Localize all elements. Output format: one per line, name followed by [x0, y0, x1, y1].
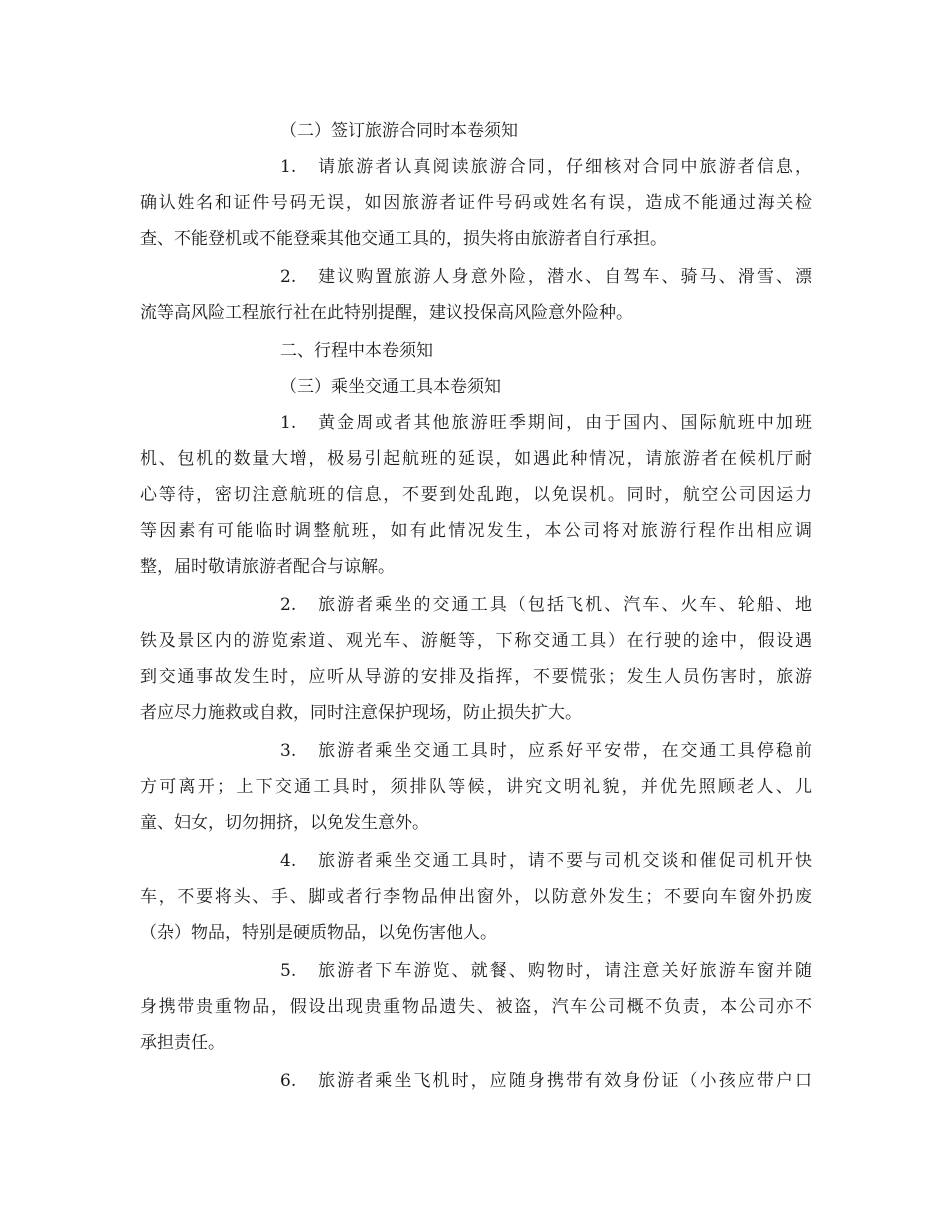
item-number: 5. [280, 961, 297, 981]
paragraph-line: 童、妇女，切勿拥挤，以免发生意外。 [140, 813, 429, 833]
list-item-4-line-1 [280, 850, 812, 872]
paragraph-text: 建议购置旅游人身意外险，潜水、自驾车、骑马、滑雪、漂 [316, 267, 812, 287]
paragraph-line: 等因素有可能临时调整航班，如有此情况发生，本公司将对旅游行程作出相应调 [140, 521, 812, 541]
paragraph-line: 铁及景区内的游览索道、观光车、游艇等，下称交通工具）在行驶的途中，假设遇 [140, 631, 812, 651]
paragraph-line: 流等高风险工程旅行社在此特别提醒，建议投保高风险意外险种。 [140, 303, 633, 323]
paragraph-text: 旅游者乘坐飞机时，应随身携带有效身份证（小孩应带户口 [316, 1071, 812, 1091]
paragraph-line: 心等待，密切注意航班的信息，不要到处乱跑，以免误机。同时，航空公司因运力 [140, 485, 812, 505]
paragraph-line: （杂）物品，特别是硬质物品，以免伤害他人。 [140, 923, 497, 943]
paragraph-text: 旅游者乘坐交通工具时，请不要与司机交谈和催促司机开快 [316, 851, 812, 871]
paragraph-line: 承担责任。 [140, 1033, 225, 1053]
item-number: 1. [280, 413, 297, 433]
paragraph-line: 到交通事故发生时，应听从导游的安排及指挥，不要慌张；发生人员伤害时，旅游 [140, 667, 812, 687]
paragraph-line: 整，届时敬请旅游者配合与谅解。 [140, 557, 395, 577]
list-item-1-line-1 [280, 412, 812, 434]
list-item-5-line-1 [280, 960, 812, 982]
paragraph-text: 旅游者乘坐交通工具时，应系好平安带，在交通工具停稳前 [316, 741, 812, 761]
list-item-3-line-1 [280, 740, 812, 762]
paragraph-line: 机、包机的数量大增，极易引起航班的延误，如遇此种情况，请旅游者在候机厅耐 [140, 449, 812, 469]
paragraph-line: 身携带贵重物品，假设出现贵重物品遗失、被盗，汽车公司概不负责，本公司亦不 [140, 997, 812, 1017]
item-number: 2. [280, 595, 297, 615]
paragraph-text: 旅游者乘坐的交通工具（包括飞机、汽车、火车、轮船、地 [316, 595, 812, 615]
section-heading-trip: 二、行程中本卷须知 [280, 341, 433, 361]
paragraph-text: 旅游者下车游览、就餐、购物时，请注意关好旅游车窗并随 [316, 961, 812, 981]
paragraph-line: 查、不能登机或不能登乘其他交通工具的，损失将由旅游者自行承担。 [140, 229, 667, 249]
list-item-6-line-1 [280, 1070, 812, 1092]
section-heading-sign-contract: （二）签订旅游合同时本卷须知 [280, 121, 518, 141]
paragraph-line: 者应尽力施救或自救，同时注意保护现场，防止损失扩大。 [140, 703, 582, 723]
section-heading-transport: （三）乘坐交通工具本卷须知 [280, 377, 501, 397]
list-item-2-line-1 [280, 266, 812, 288]
paragraph-line: 车，不要将头、手、脚或者行李物品伸出窗外，以防意外发生；不要向车窗外扔废 [140, 887, 812, 907]
paragraph-line: 确认姓名和证件号码无误，如因旅游者证件号码或姓名有误，造成不能通过海关检 [140, 193, 812, 213]
list-item-2-line-1 [280, 594, 812, 616]
item-number: 3. [280, 741, 297, 761]
paragraph-line: 方可离开；上下交通工具时，须排队等候，讲究文明礼貌，并优先照顾老人、儿 [140, 777, 812, 797]
item-number: 4. [280, 851, 297, 871]
item-number: 2. [280, 267, 297, 287]
paragraph-text: 请旅游者认真阅读旅游合同，仔细核对合同中旅游者信息， [316, 157, 812, 177]
paragraph-text: 黄金周或者其他旅游旺季期间，由于国内、国际航班中加班 [316, 413, 812, 433]
item-number: 1. [280, 157, 297, 177]
item-number: 6. [280, 1071, 297, 1091]
list-item-1-line-1 [280, 156, 812, 178]
